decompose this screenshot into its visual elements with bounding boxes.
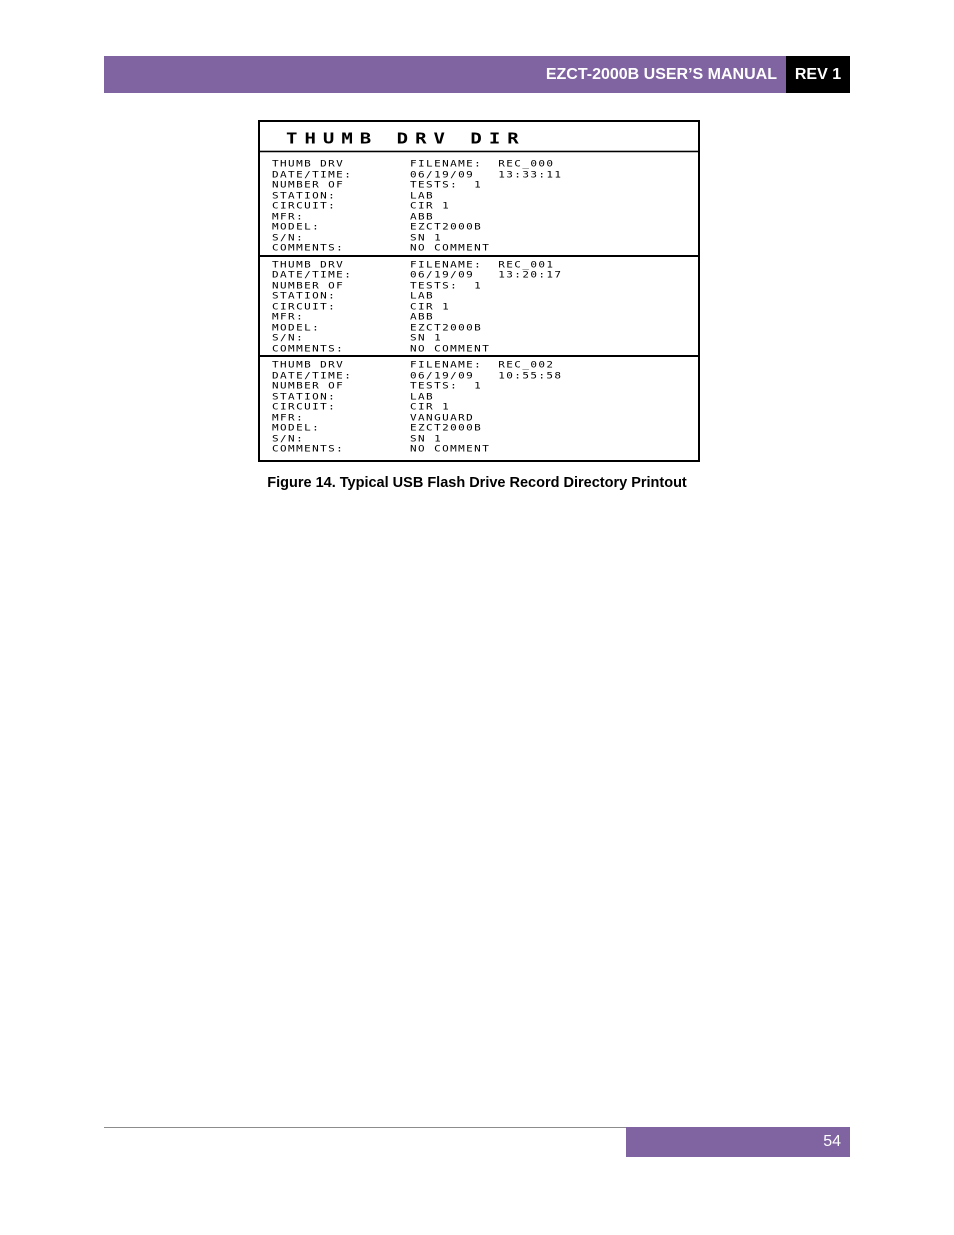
record-line bbox=[272, 323, 698, 332]
manual-title: EZCT-2000B USER’S MANUAL bbox=[545, 65, 777, 83]
record-line bbox=[272, 302, 698, 311]
record-line-label: THUMB DRV bbox=[272, 359, 345, 370]
record-line bbox=[272, 160, 698, 169]
figure-caption: Figure 14. Typical USB Flash Drive Record Directory Printout bbox=[267, 475, 687, 491]
record-line bbox=[272, 271, 698, 280]
revision-badge bbox=[786, 56, 850, 93]
record-line bbox=[272, 313, 698, 322]
record-line-label: CIRCUIT: bbox=[272, 401, 337, 412]
record-line bbox=[272, 371, 698, 380]
header-title-bar bbox=[104, 56, 786, 93]
record-line-value: NO COMMENT bbox=[410, 242, 491, 253]
record-line-label: CIRCUIT: bbox=[272, 300, 337, 312]
record-line-label: MFR: bbox=[272, 411, 305, 423]
record-line bbox=[272, 392, 698, 401]
page-number: 54 bbox=[823, 1133, 841, 1150]
record-line-value: NO COMMENT bbox=[410, 443, 491, 454]
record-line bbox=[272, 170, 698, 179]
record-line-value: EZCT2000B bbox=[410, 422, 483, 433]
record-line-value: FILENAME: REC_002 bbox=[410, 359, 555, 370]
record-line bbox=[272, 413, 698, 422]
record-line-label: DATE/TIME: bbox=[272, 168, 353, 180]
record-line-value: FILENAME: REC_000 bbox=[410, 158, 555, 169]
record-line-label: S/N: bbox=[272, 231, 305, 243]
record-line-value: FILENAME: REC_001 bbox=[410, 258, 555, 270]
record-line-value: TESTS: 1 bbox=[410, 380, 483, 391]
record-line bbox=[272, 434, 698, 443]
record-line bbox=[272, 424, 698, 433]
record-line-label: CIRCUIT: bbox=[272, 200, 337, 211]
record-line bbox=[272, 244, 698, 253]
record-line-value: LAB bbox=[410, 290, 435, 301]
record-line bbox=[272, 292, 698, 301]
thumb-drive-directory-printout bbox=[258, 120, 700, 462]
record-line-value: EZCT2000B bbox=[410, 321, 483, 333]
record-line-value: SN 1 bbox=[410, 332, 443, 343]
record-block bbox=[260, 257, 698, 358]
footer-rule bbox=[104, 1127, 626, 1128]
record-block bbox=[260, 357, 698, 456]
record-line bbox=[272, 260, 698, 269]
record-line-value: NO COMMENT bbox=[410, 342, 491, 354]
record-block bbox=[260, 156, 698, 257]
record-line-label: S/N: bbox=[272, 332, 305, 343]
record-line-label: S/N: bbox=[272, 432, 305, 444]
record-line-value: EZCT2000B bbox=[410, 221, 483, 232]
record-line bbox=[272, 361, 698, 370]
record-line-label: COMMENTS: bbox=[272, 443, 345, 454]
record-line-label: MODEL: bbox=[272, 221, 321, 232]
record-line-label: STATION: bbox=[272, 390, 337, 402]
record-line bbox=[272, 202, 698, 211]
record-line-value: SN 1 bbox=[410, 432, 443, 444]
record-line-value: TESTS: 1 bbox=[410, 179, 483, 190]
record-line-value: CIR 1 bbox=[410, 401, 451, 412]
record-line-label: MODEL: bbox=[272, 422, 321, 433]
record-line-value: CIR 1 bbox=[410, 200, 451, 211]
record-line-value: CIR 1 bbox=[410, 300, 451, 312]
record-line-value: SN 1 bbox=[410, 231, 443, 243]
record-line bbox=[272, 191, 698, 200]
record-list bbox=[260, 156, 698, 456]
record-line-label: STATION: bbox=[272, 290, 337, 301]
record-line bbox=[272, 445, 698, 454]
record-line-label: COMMENTS: bbox=[272, 342, 345, 354]
record-line-value: 06/19/09 10:55:58 bbox=[410, 369, 563, 381]
record-line-label: MFR: bbox=[272, 311, 305, 322]
revision-label: REV 1 bbox=[794, 65, 842, 83]
footer-bar bbox=[626, 1127, 850, 1157]
record-line-value: VANGUARD bbox=[410, 411, 475, 423]
record-line-value: ABB bbox=[410, 311, 435, 322]
record-line-label: MODEL: bbox=[272, 321, 321, 333]
record-line-value: LAB bbox=[410, 390, 435, 402]
record-line-label: DATE/TIME: bbox=[272, 269, 353, 280]
record-line bbox=[272, 334, 698, 343]
record-line bbox=[272, 223, 698, 232]
record-line-value: 06/19/09 13:20:17 bbox=[410, 269, 563, 280]
record-line-label: STATION: bbox=[272, 189, 337, 201]
record-line-label: NUMBER OF bbox=[272, 179, 345, 190]
record-line-label: NUMBER OF bbox=[272, 279, 345, 291]
record-line-value: ABB bbox=[410, 210, 435, 222]
record-line-label: COMMENTS: bbox=[272, 242, 345, 253]
record-line bbox=[272, 212, 698, 221]
record-line-label: THUMB DRV bbox=[272, 158, 345, 169]
record-line bbox=[272, 344, 698, 353]
printout-title: THUMB DRV DIR bbox=[260, 126, 698, 153]
record-line bbox=[272, 181, 698, 190]
record-line bbox=[272, 382, 698, 391]
record-line-value: TESTS: 1 bbox=[410, 279, 483, 291]
record-line bbox=[272, 233, 698, 242]
record-line-value: LAB bbox=[410, 189, 435, 201]
record-line-label: DATE/TIME: bbox=[272, 369, 353, 381]
record-line-label: NUMBER OF bbox=[272, 380, 345, 391]
record-line bbox=[272, 403, 698, 412]
record-line-label: MFR: bbox=[272, 210, 305, 222]
record-line-label: THUMB DRV bbox=[272, 258, 345, 270]
record-line bbox=[272, 281, 698, 290]
record-line-value: 06/19/09 13:33:11 bbox=[410, 168, 563, 180]
